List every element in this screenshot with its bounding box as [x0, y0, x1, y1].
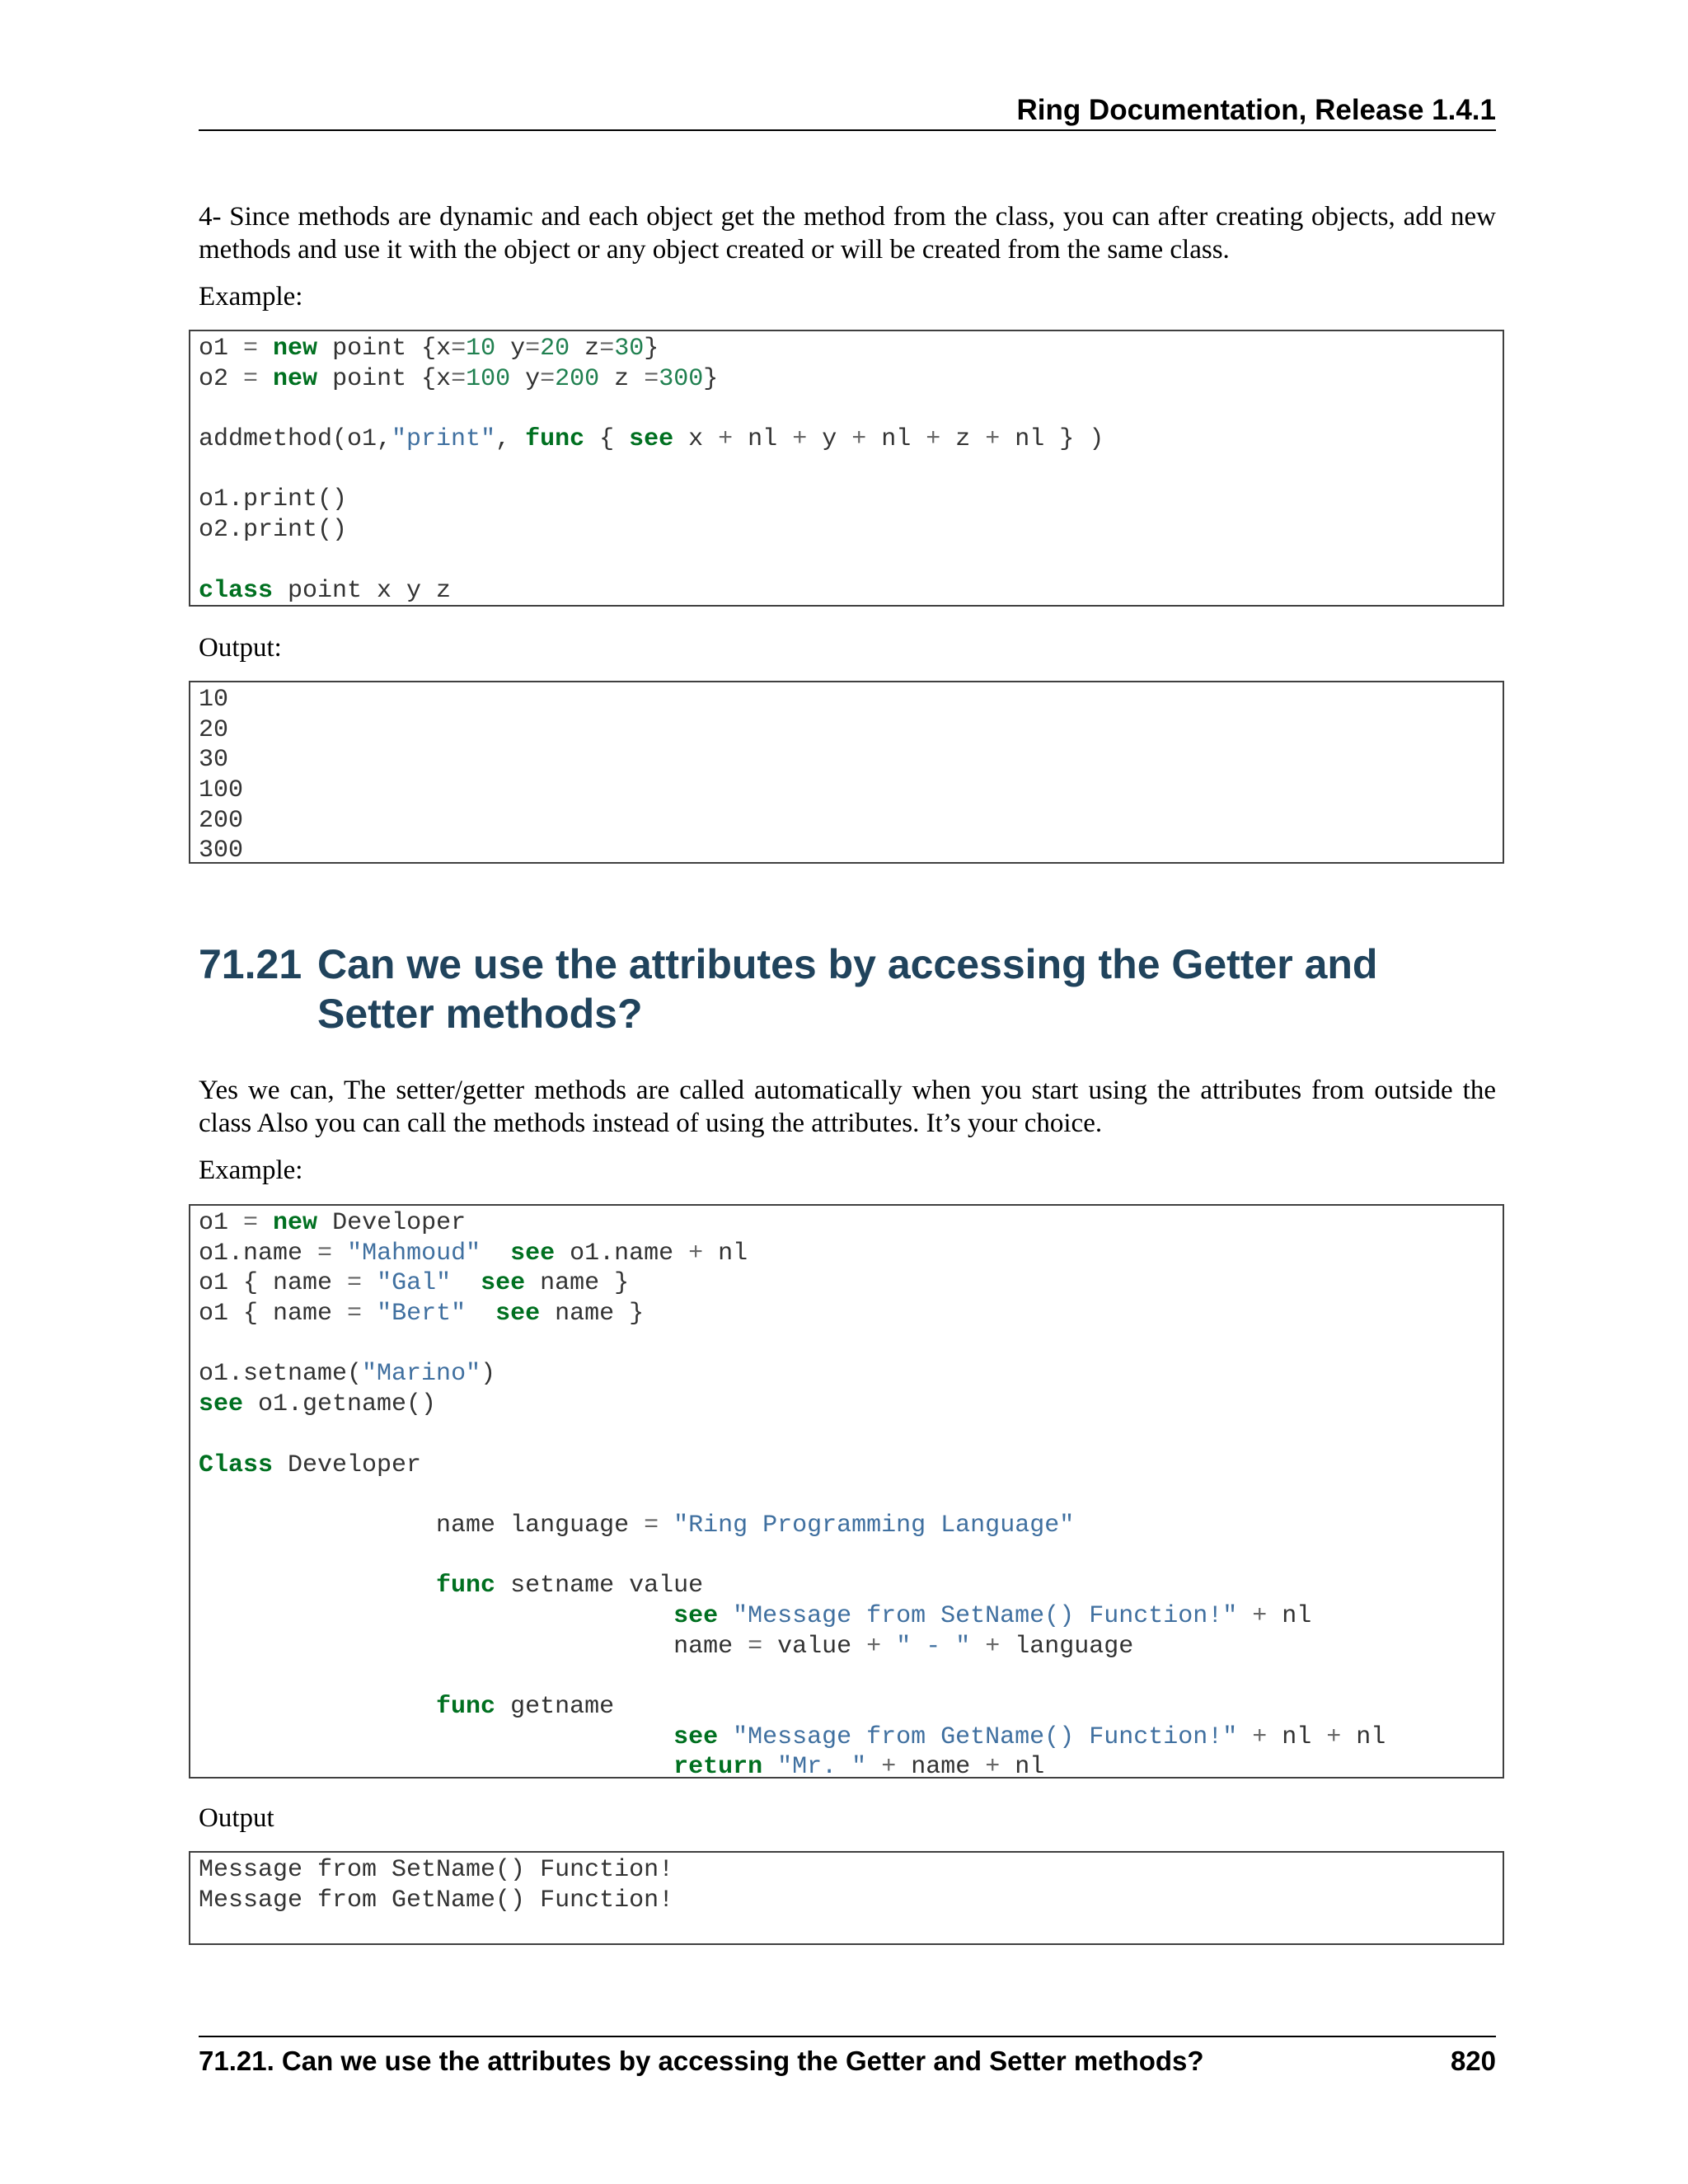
output-label: Output: — [199, 633, 282, 663]
code-line: o1.setname("Marino") — [199, 1360, 496, 1389]
code-line: addmethod(o1,"print", func { see x + nl + y + nl + z + nl } ) — [199, 425, 1104, 454]
example-label: Example: — [199, 282, 303, 312]
section-title: Can we use the attributes by accessing the Getter and Setter methods? — [317, 941, 1378, 1037]
code-line: class point x y z — [199, 576, 452, 605]
code-line: func setname value — [436, 1572, 704, 1601]
code-line — [199, 1541, 1494, 1572]
code-line — [199, 1329, 1494, 1360]
output-line: Message from GetName() Function! — [199, 1886, 674, 1915]
output-line: 100 — [199, 776, 244, 805]
section-number: 71.21 — [199, 941, 302, 987]
code-line: see "Message from GetName() Function!" + nl + nl — [673, 1722, 1386, 1751]
running-footer — [199, 2036, 1496, 2079]
code-line: o1 = new Developer — [199, 1209, 467, 1237]
footer-title: 71.21. Can we use the attributes by accessing the Getter and Setter methods? — [199, 2046, 1204, 2076]
code-line: o1 { name = "Gal" see name } — [199, 1269, 630, 1298]
output-line: 20 — [199, 715, 229, 744]
code-block-addmethod — [189, 330, 1504, 607]
code-line: name language = "Ring Programming Language" — [199, 1511, 1075, 1540]
output-block-getter-setter — [189, 1851, 1504, 1945]
code-line: o1 = new point {x=10 y=20 z=30} — [199, 335, 659, 363]
code-line: o1.print() — [199, 485, 348, 514]
section-paragraph: Yes we can, The setter/getter methods are called automatically when you start using the attributes from outside the class Also you can call the methods instead of using the attributes. It’s your choice. — [199, 1076, 1496, 1138]
code-block-getter-setter — [189, 1204, 1504, 1779]
output-line: 300 — [199, 837, 244, 864]
code-line: o2.print() — [199, 516, 348, 545]
code-line: func getname — [436, 1693, 615, 1721]
output-label: Output — [199, 1803, 274, 1833]
code-line — [199, 394, 1494, 424]
code-line: o1.name = "Mahmoud" see o1.name + nl — [199, 1239, 748, 1268]
section-heading — [199, 940, 1496, 1038]
output-block-addmethod — [189, 681, 1504, 864]
output-line: 200 — [199, 806, 244, 835]
code-line — [199, 1480, 1494, 1511]
output-line: 10 — [199, 686, 229, 714]
page-number: 820 — [1450, 2046, 1496, 2076]
code-line: name = value + " - " + language — [199, 1632, 1134, 1661]
output-line: 30 — [199, 746, 229, 775]
code-line: see "Message from SetName() Function!" + nl — [673, 1601, 1312, 1630]
code-line: return "Mr. " + name + nl — [673, 1753, 1045, 1779]
code-line: see o1.getname() — [199, 1390, 437, 1419]
code-line: o2 = new point {x=100 y=200 z =300} — [199, 364, 719, 393]
running-header: Ring Documentation, Release 1.4.1 — [199, 92, 1496, 131]
example-label: Example: — [199, 1155, 303, 1185]
code-line — [199, 455, 1494, 485]
output-line: Message from SetName() Function! — [199, 1856, 674, 1884]
code-line — [199, 1420, 1494, 1451]
code-line — [199, 1661, 1494, 1692]
code-line: o1 { name = "Bert" see name } — [199, 1300, 645, 1329]
intro-paragraph: 4- Since methods are dynamic and each object get the method from the class, you can after creating objects, add new methods and use it with the object or any object created or will be created from the same class. — [199, 202, 1496, 265]
code-line: Class Developer — [199, 1451, 422, 1479]
code-line — [199, 546, 1494, 576]
